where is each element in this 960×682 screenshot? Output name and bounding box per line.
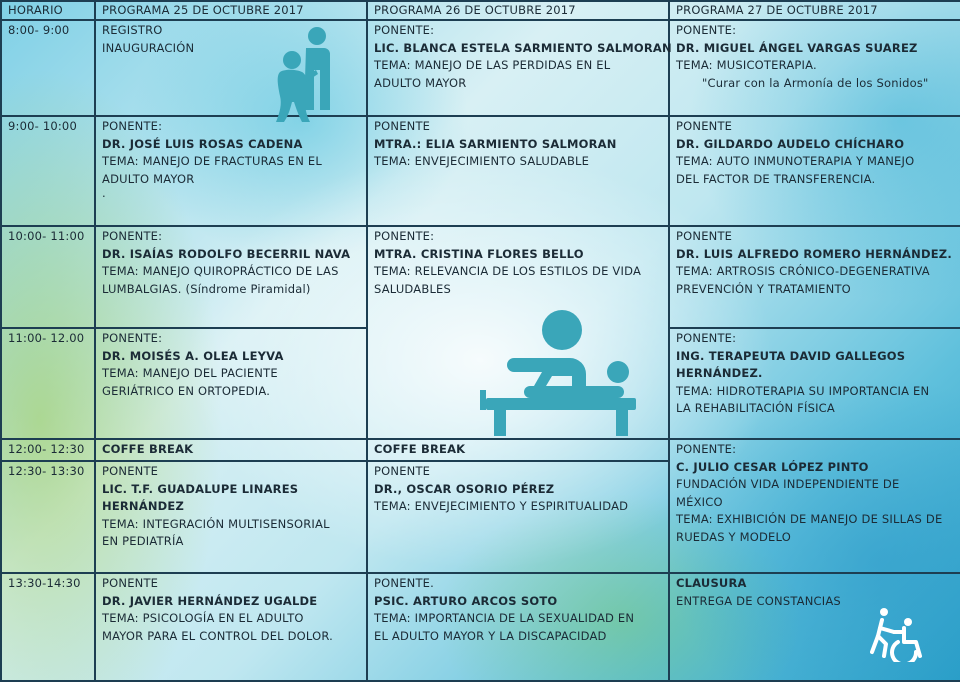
topic-text: ADULTO MAYOR xyxy=(374,75,467,90)
day1-cell xyxy=(95,573,367,681)
day1-cell xyxy=(95,116,367,226)
speaker-name: DR. JAVIER HERNÁNDEZ UGALDE xyxy=(102,593,318,608)
cell-text: PONENTE: xyxy=(374,229,435,243)
topic-text: TEMA: RELEVANCIA DE LOS ESTILOS DE VIDA xyxy=(374,264,642,278)
time-cell xyxy=(1,116,95,226)
topic-text: TEMA: ENVEJECIMIENTO SALUDABLE xyxy=(374,154,590,168)
cell-text: PONENTE: xyxy=(676,331,737,345)
topic-text: ADULTO MAYOR xyxy=(102,171,195,186)
cell-text: PONENTE xyxy=(102,576,159,590)
cell-text: PONENTE: xyxy=(676,23,737,37)
time-cell xyxy=(1,573,95,681)
topic-text: EL ADULTO MAYOR Y LA DISCAPACIDAD xyxy=(374,628,607,643)
time-cell xyxy=(1,20,95,116)
day2-cell xyxy=(367,116,669,226)
topic-text: TEMA: ARTROSIS CRÓNICO-DEGENERATIVA xyxy=(676,264,930,278)
break-label: COFFE BREAK xyxy=(102,442,194,456)
topic-text: MAYOR PARA EL CONTROL DEL DOLOR. xyxy=(102,628,334,643)
cell-text: PONENTE xyxy=(676,229,733,243)
cell-text: ENTREGA DE CONSTANCIAS xyxy=(676,593,841,608)
day1-cell xyxy=(95,226,367,328)
speaker-name: DR. LUIS ALFREDO ROMERO HERNÁNDEZ. xyxy=(676,246,952,261)
topic-text: TEMA: MANEJO DE LAS PERDIDAS EN EL xyxy=(374,58,611,72)
day1-cell xyxy=(95,439,367,461)
cell-text: PONENTE xyxy=(374,464,431,478)
topic-quote: "Curar con la Armonía de los Sonidos" xyxy=(702,75,929,90)
speaker-name: LIC. BLANCA ESTELA SARMIENTO SALMORAN xyxy=(374,40,672,55)
speaker-name: LIC. T.F. GUADALUPE LINARES xyxy=(102,481,299,496)
cell-text: PONENTE: xyxy=(676,442,737,456)
day3-cell xyxy=(669,226,960,328)
day1-cell xyxy=(95,461,367,573)
time-cell xyxy=(1,328,95,439)
time-label: 10:00- 11:00 xyxy=(8,229,85,243)
topic-text: TEMA: EXHIBICIÓN DE MANEJO DE SILLAS DE xyxy=(676,512,943,526)
day3-cell xyxy=(669,328,960,439)
day3-cell xyxy=(669,439,960,573)
speaker-name: PSIC. ARTURO ARCOS SOTO xyxy=(374,593,558,608)
cell-text: PONENTE xyxy=(102,464,159,478)
speaker-name: DR. JOSÉ LUIS ROSAS CADENA xyxy=(102,136,303,151)
speaker-name: HERNÁNDEZ. xyxy=(676,366,763,380)
topic-text: TEMA: MANEJO DEL PACIENTE xyxy=(102,366,278,380)
cell-text: . xyxy=(102,186,106,200)
time-label: 13:30-14:30 xyxy=(8,576,81,590)
time-cell xyxy=(1,439,95,461)
speaker-name: MTRA. CRISTINA FLORES BELLO xyxy=(374,246,584,261)
cell-text: PONENTE: xyxy=(102,331,163,345)
topic-text: GERIÁTRICO EN ORTOPEDIA. xyxy=(102,383,271,398)
topic-text: TEMA: PSICOLOGÍA EN EL ADULTO xyxy=(102,611,304,625)
topic-text: TEMA: HIDROTERAPIA SU IMPORTANCIA EN xyxy=(676,383,930,398)
physiotherapy-massage-icon xyxy=(480,306,640,438)
topic-text: RUEDAS Y MODELO xyxy=(676,529,791,544)
topic-text: PREVENCIÓN Y TRATAMIENTO xyxy=(676,281,851,296)
speaker-name: ING. TERAPEUTA DAVID GALLEGOS xyxy=(676,348,906,363)
cell-text: FUNDACIÓN VIDA INDEPENDIENTE DE xyxy=(676,477,900,491)
time-cell xyxy=(1,226,95,328)
topic-text: SALUDABLES xyxy=(374,281,452,296)
topic-text: EN PEDIATRÍA xyxy=(102,534,184,548)
cell-text: PONENTE: xyxy=(374,23,435,37)
cell-text: PONENTE xyxy=(374,119,431,133)
header-day1: PROGRAMA 25 DE OCTUBRE 2017 xyxy=(95,1,367,20)
speaker-name: HERNÁNDEZ xyxy=(102,499,185,513)
topic-text: TEMA: MUSICOTERAPIA. xyxy=(676,58,817,72)
day3-cell xyxy=(669,20,960,116)
break-label: COFFE BREAK xyxy=(374,442,466,456)
day2-cell xyxy=(367,573,669,681)
day2-cell xyxy=(367,20,672,116)
topic-text: TEMA: IMPORTANCIA DE LA SEXUALIDAD EN xyxy=(374,611,635,625)
wheelchair-assist-icon xyxy=(870,606,932,662)
cell-text: PONENTE: xyxy=(102,119,163,133)
table-row xyxy=(1,573,960,681)
cell-text: PONENTE xyxy=(676,119,733,133)
speaker-name: DR., OSCAR OSORIO PÉREZ xyxy=(374,481,555,496)
day2-cell xyxy=(367,461,669,573)
topic-text: DEL FACTOR DE TRANSFERENCIA. xyxy=(676,171,876,186)
topic-text: TEMA: MANEJO DE FRACTURAS EN EL xyxy=(102,154,322,168)
cell-text: INAUGURACIÓN xyxy=(102,40,195,55)
time-label: 11:00- 12.00 xyxy=(8,331,85,345)
day1-cell xyxy=(95,328,367,439)
speaker-name: DR. MIGUEL ÁNGEL VARGAS SUAREZ xyxy=(676,40,918,55)
table-row xyxy=(1,20,960,116)
day3-cell xyxy=(669,116,960,226)
time-label: 9:00- 10:00 xyxy=(8,119,77,133)
header-day3: PROGRAMA 27 DE OCTUBRE 2017 xyxy=(669,1,960,20)
day2-cell xyxy=(367,439,669,461)
time-label: 12:30- 13:30 xyxy=(8,464,85,478)
closing-label: CLAUSURA xyxy=(676,576,747,590)
topic-text: TEMA: AUTO INMUNOTERAPIA Y MANEJO xyxy=(676,154,915,168)
speaker-name: C. JULIO CESAR LÓPEZ PINTO xyxy=(676,459,869,474)
cell-text: PONENTE: xyxy=(102,229,163,243)
header-row xyxy=(1,1,960,20)
cell-text: PONENTE. xyxy=(374,576,435,590)
speaker-name: DR. MOISÉS A. OLEA LEYVA xyxy=(102,348,284,363)
topic-text: TEMA: MANEJO QUIROPRÁCTICO DE LAS xyxy=(102,264,339,278)
time-label: 12:00- 12:30 xyxy=(8,442,85,456)
caregiver-elderly-icon xyxy=(268,24,332,128)
time-cell xyxy=(1,461,95,573)
speaker-name: DR. ISAÍAS RODOLFO BECERRIL NAVA xyxy=(102,246,351,261)
topic-text: TEMA: INTEGRACIÓN MULTISENSORIAL xyxy=(102,516,330,531)
speaker-name: MTRA.: ELIA SARMIENTO SALMORAN xyxy=(374,136,617,151)
header-day2: PROGRAMA 26 DE OCTUBRE 2017 xyxy=(367,1,669,20)
cell-text: REGISTRO xyxy=(102,23,163,37)
time-label: 8:00- 9:00 xyxy=(8,23,70,37)
topic-text: LUMBALGIAS. (Síndrome Piramidal) xyxy=(102,281,311,296)
table-row xyxy=(1,116,960,226)
speaker-name: DR. GILDARDO AUDELO CHÍCHARO xyxy=(676,136,905,151)
header-horario: HORARIO xyxy=(1,1,95,20)
topic-text: TEMA: ENVEJECIMIENTO Y ESPIRITUALIDAD xyxy=(374,499,629,513)
topic-text: LA REHABILITACIÓN FÍSICA xyxy=(676,401,835,415)
cell-text: MÉXICO xyxy=(676,494,723,509)
table-row xyxy=(1,439,960,461)
